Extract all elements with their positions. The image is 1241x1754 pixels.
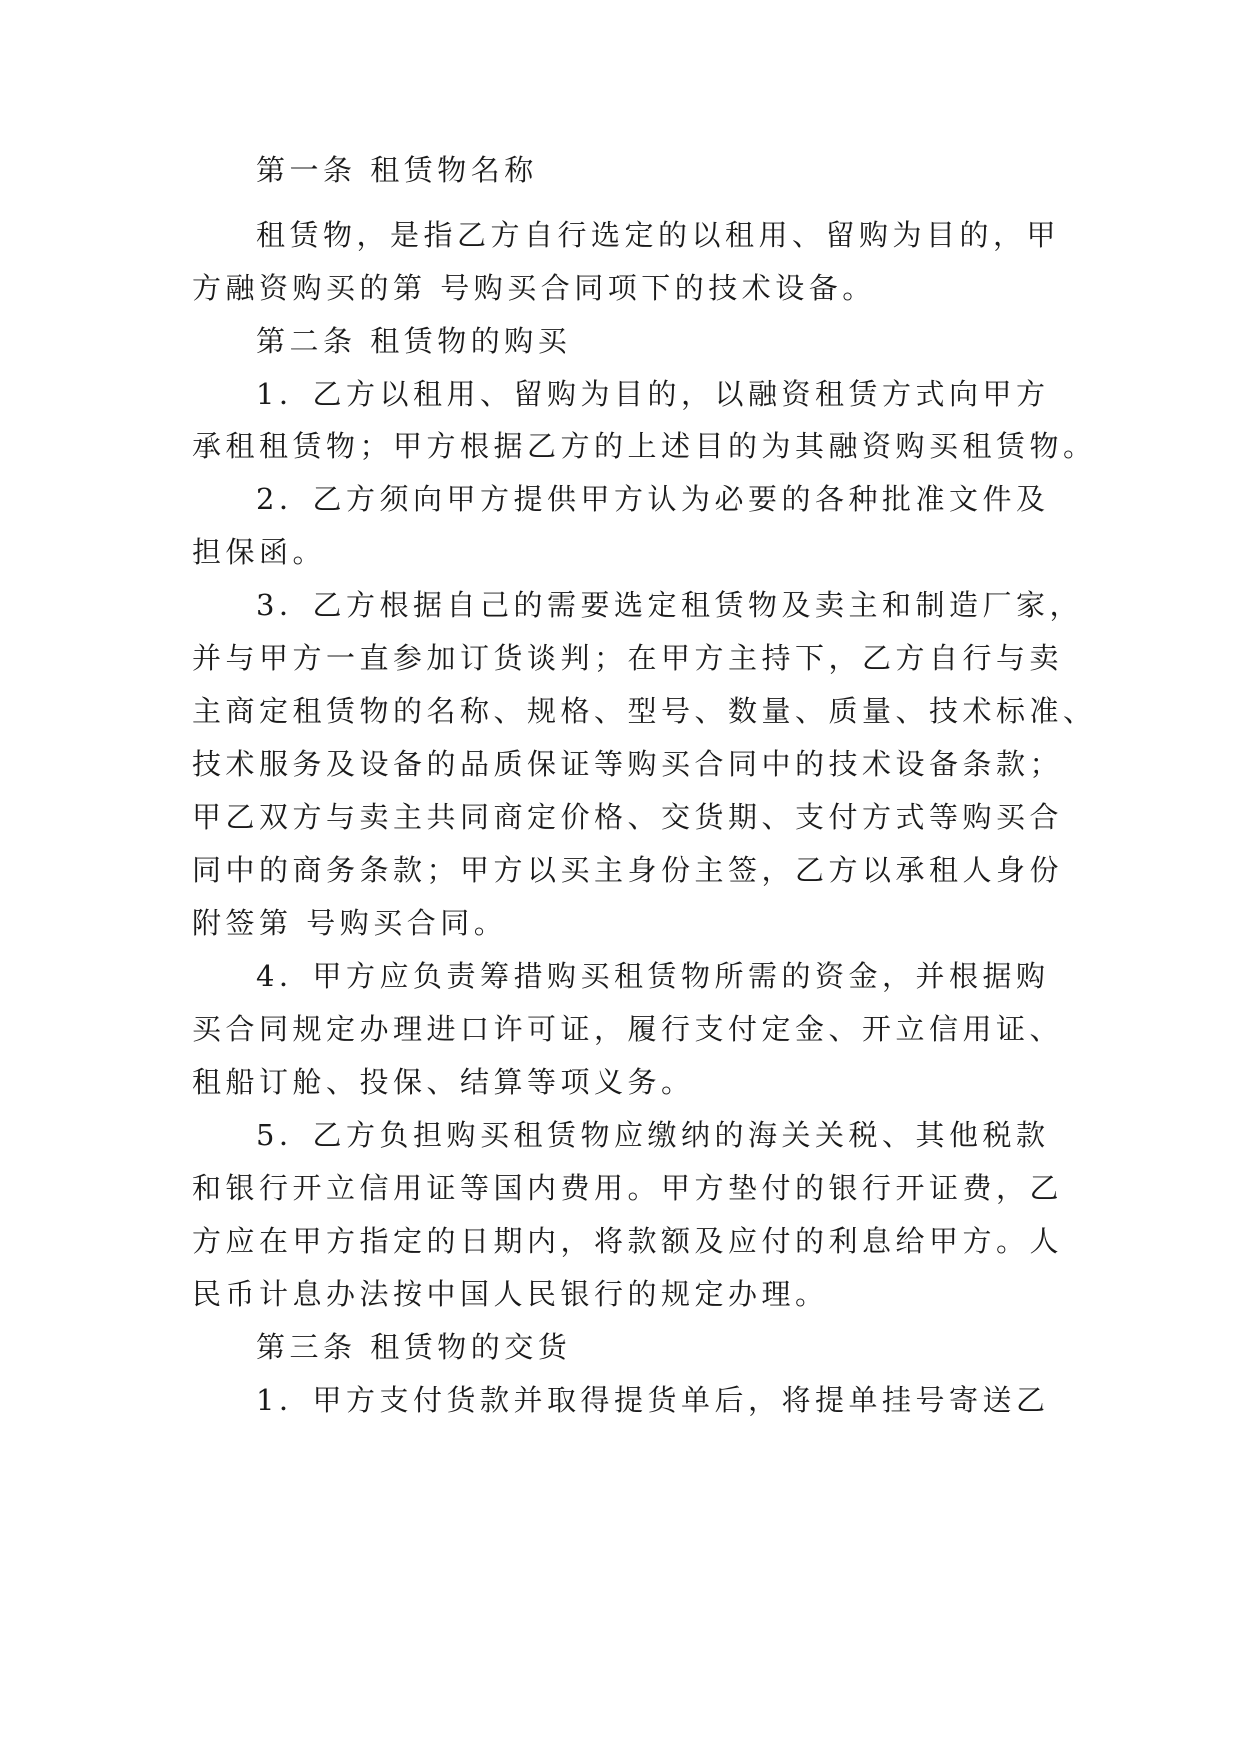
paragraph-line: 买合同规定办理进口许可证，履行支付定金、开立信用证、 (192, 1012, 1064, 1046)
paragraph-line: 主商定租赁物的名称、规格、型号、数量、质量、技术标准、 (192, 694, 1097, 728)
paragraph-line: 甲乙双方与卖主共同商定价格、交货期、支付方式等购买合 (192, 800, 1064, 834)
paragraph-line: 5．乙方负担购买租赁物应缴纳的海关关税、其他税款 (256, 1118, 1050, 1152)
paragraph-line: 2．乙方须向甲方提供甲方认为必要的各种批准文件及 (256, 482, 1050, 516)
paragraph-line: 方应在甲方指定的日期内，将款额及应付的利息给甲方。人 (192, 1224, 1064, 1258)
paragraph-line: 和银行开立信用证等国内费用。甲方垫付的银行开证费，乙 (192, 1171, 1064, 1205)
paragraph-line: 技术服务及设备的品质保证等购买合同中的技术设备条款； (192, 747, 1064, 781)
paragraph-line: 民币计息办法按中国人民银行的规定办理。 (192, 1277, 829, 1311)
paragraph-line: 1．乙方以租用、留购为目的，以融资租赁方式向甲方 (256, 377, 1050, 411)
paragraph-line: 担保函。 (192, 535, 327, 569)
paragraph-line: 承租租赁物；甲方根据乙方的上述目的为其融资购买租赁物。 (192, 429, 1097, 463)
paragraph-line: 方融资购买的第 号购买合同项下的技术设备。 (192, 271, 876, 305)
paragraph-line: 3．乙方根据自己的需要选定租赁物及卖主和制造厂家， (256, 588, 1083, 622)
article-2-heading: 第二条 租赁物的购买 (256, 324, 572, 358)
paragraph-line: 4．甲方应负责筹措购买租赁物所需的资金，并根据购 (256, 959, 1050, 993)
paragraph-line: 租船订舱、投保、结算等项义务。 (192, 1065, 695, 1099)
paragraph-line: 附签第 号购买合同。 (192, 906, 508, 940)
article-1-heading: 第一条 租赁物名称 (256, 153, 538, 187)
paragraph-line: 同中的商务条款；甲方以买主身份主签，乙方以承租人身份 (192, 853, 1064, 887)
paragraph-line: 并与甲方一直参加订货谈判；在甲方主持下，乙方自行与卖 (192, 641, 1064, 675)
paragraph-line: 1．甲方支付货款并取得提货单后，将提单挂号寄送乙 (256, 1383, 1050, 1417)
article-3-heading: 第三条 租赁物的交货 (256, 1330, 572, 1364)
paragraph-line: 租赁物，是指乙方自行选定的以租用、留购为目的，甲 (256, 218, 1061, 252)
